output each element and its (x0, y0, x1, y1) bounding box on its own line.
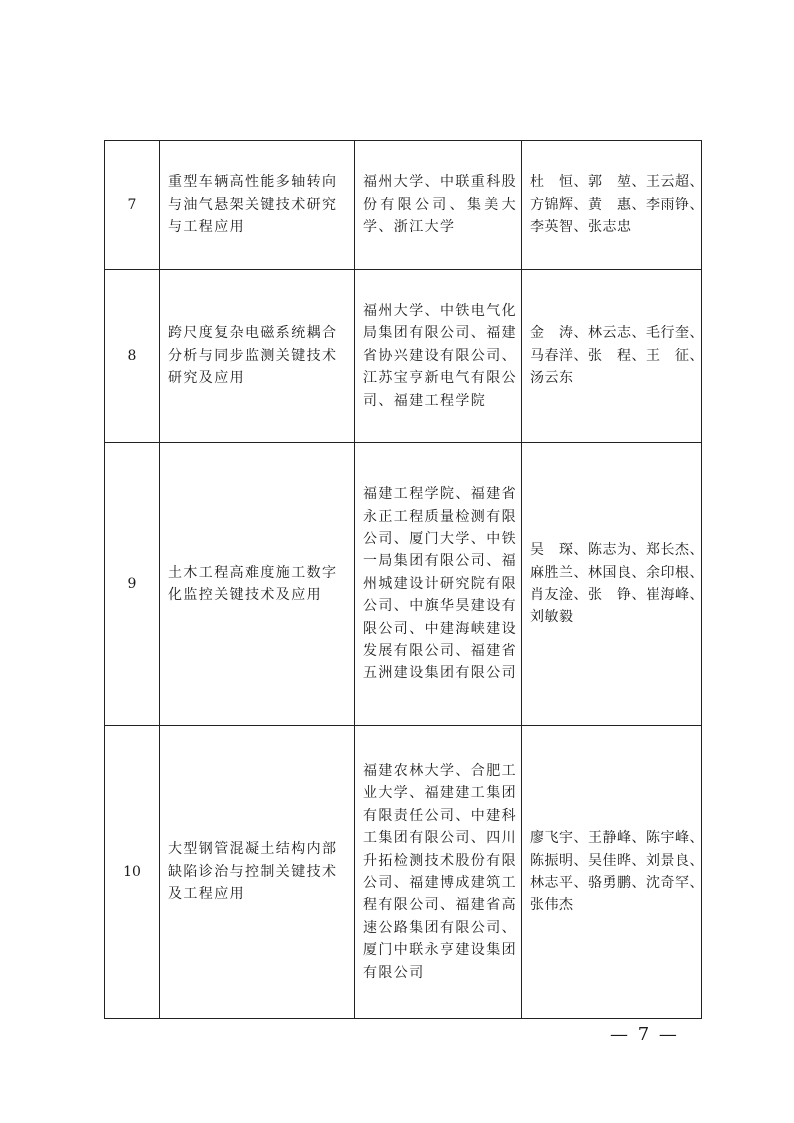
table-row (105, 141, 702, 270)
row-number: 9 (105, 443, 160, 726)
project-name: 土木工程高难度施工数字化监控关键技术及应用 (160, 443, 355, 726)
people-line: 李英智、张志忠 (530, 219, 632, 236)
people-line: 肖友淦、张 铮、崔海峰、 (530, 587, 704, 603)
page-number: — 7 — (610, 1024, 679, 1045)
people-line: 杜 恒、郭 堃、王云超、 (530, 174, 704, 191)
people-list (522, 726, 702, 1019)
project-name: 重型车辆高性能多轴转向与油气悬架关键技术研究与工程应用 (160, 141, 355, 270)
row-number: 8 (105, 270, 160, 443)
people-line: 张伟杰 (530, 897, 574, 914)
organizations: 福州大学、中铁电气化局集团有限公司、福建省协兴建设有限公司、江苏宝亨新电气有限公司、福建工程学院 (355, 270, 522, 443)
people-list (522, 443, 702, 726)
people-line: 陈振明、吴佳晔、刘景良、 (530, 852, 704, 869)
organizations: 福州大学、中联重科股份有限公司、集美大学、浙江大学 (355, 141, 522, 270)
organizations: 福建工程学院、福建省永正工程质量检测有限公司、厦门大学、中铁一局集团有限公司、福州城建设计研究院有限公司、中旗华昊建设有限公司、中建海峡建设发展有限公司、福建省五洲建设集团有限公司 (355, 443, 522, 726)
people-line: 廖飞宇、王静峰、陈宇峰、 (530, 830, 704, 847)
project-name: 跨尺度复杂电磁系统耦合分析与同步监测关键技术研究及应用 (160, 270, 355, 443)
table-row (105, 443, 702, 726)
project-name: 大型钢管混凝土结构内部缺陷诊治与控制关键技术及工程应用 (160, 726, 355, 1019)
people-line: 林志平、骆勇鹏、沈奇罕、 (530, 875, 704, 891)
people-line: 刘敏毅 (530, 609, 574, 626)
people-line: 金 涛、林云志、毛行奎、 (530, 325, 704, 342)
people-line: 麻胜兰、林国良、余印根、 (530, 564, 704, 581)
table-row (105, 270, 702, 443)
awards-table (104, 140, 702, 1019)
people-line: 马春洋、张 程、王 征、 (530, 347, 704, 364)
table-row (105, 726, 702, 1019)
people-line: 汤云东 (530, 370, 574, 387)
row-number: 10 (105, 726, 160, 1019)
people-line: 方锦辉、黄 惠、李雨铮、 (530, 196, 704, 213)
people-list (522, 270, 702, 443)
people-list (522, 141, 702, 270)
people-line: 吴 琛、陈志为、郑长杰、 (530, 542, 704, 559)
organizations: 福建农林大学、合肥工业大学、福建建工集团有限责任公司、中建科工集团有限公司、四川升拓检测技术股份有限公司、福建博成建筑工程有限公司、福建省高速公路集团有限公司、厦门中联永亨建设集团有限公司 (355, 726, 522, 1019)
row-number: 7 (105, 141, 160, 270)
